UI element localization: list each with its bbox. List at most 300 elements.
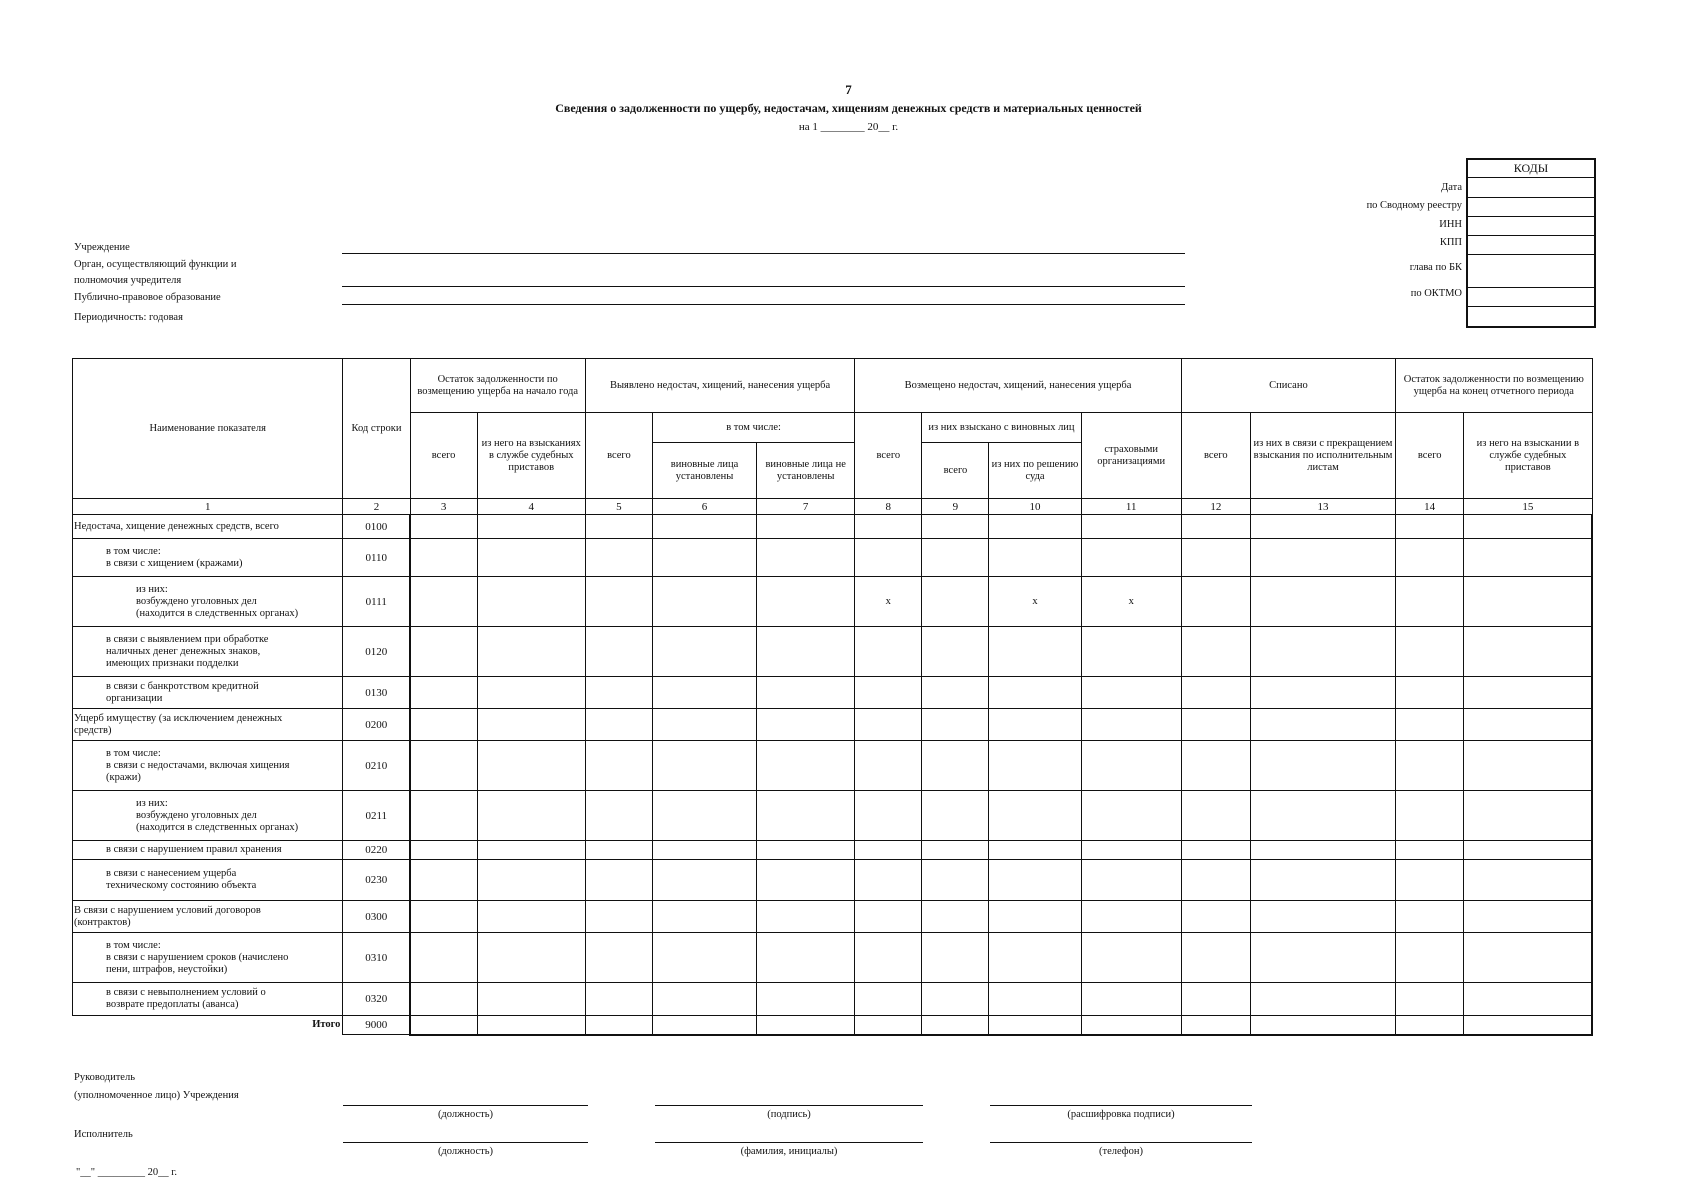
row-code: 0211 <box>343 791 410 841</box>
data-cell-col-7[interactable] <box>757 901 855 933</box>
col-number: 7 <box>757 499 855 515</box>
data-cell-col-4[interactable] <box>477 741 585 791</box>
data-cell-col-5[interactable] <box>585 577 652 627</box>
data-cell-col-10[interactable] <box>989 741 1081 791</box>
data-cell-col-4[interactable] <box>477 677 585 709</box>
data-cell-col-3[interactable] <box>410 741 477 791</box>
data-cell-col-14[interactable] <box>1396 741 1464 791</box>
data-cell-col-13[interactable] <box>1250 577 1395 627</box>
executor-name-line[interactable] <box>655 1142 923 1143</box>
head-position-line[interactable] <box>343 1105 588 1106</box>
head-signature-line[interactable] <box>655 1105 923 1106</box>
data-cell-col-5[interactable] <box>585 515 652 539</box>
data-cell-col-9[interactable] <box>922 709 989 741</box>
data-cell-col-14[interactable] <box>1396 677 1464 709</box>
data-cell-col-6[interactable] <box>652 791 756 841</box>
code-inn-cell[interactable] <box>1468 217 1594 236</box>
data-cell-col-3[interactable] <box>410 791 477 841</box>
data-cell-col-11[interactable] <box>1081 539 1181 577</box>
caption-position: (должность) <box>437 1109 494 1120</box>
data-cell-col-15[interactable] <box>1464 791 1592 841</box>
data-cell-col-6[interactable] <box>652 741 756 791</box>
data-cell-col-4[interactable] <box>477 983 585 1016</box>
row-code: 0220 <box>343 841 410 860</box>
col-number: 3 <box>410 499 477 515</box>
data-cell-col-12[interactable] <box>1181 901 1250 933</box>
table-row <box>73 841 1593 860</box>
data-cell-col-11[interactable] <box>1081 933 1181 983</box>
caption-phone: (телефон) <box>1099 1146 1143 1157</box>
data-cell-col-12[interactable] <box>1181 841 1250 860</box>
data-cell-col-10[interactable] <box>989 841 1081 860</box>
data-cell-col-7[interactable] <box>757 539 855 577</box>
row-code: 0110 <box>343 539 410 577</box>
data-cell-col-8[interactable] <box>855 841 922 860</box>
col-number: 5 <box>585 499 652 515</box>
data-cell-col-12[interactable] <box>1181 515 1250 539</box>
data-cell-col-15[interactable] <box>1464 841 1592 860</box>
header-end-balance: Остаток задолженности по возмещению ущерба на конец отчетного периода <box>1396 359 1592 413</box>
data-cell-col-10[interactable]: x <box>989 577 1081 627</box>
data-cell-col-3[interactable] <box>410 841 477 860</box>
code-registry-cell[interactable] <box>1468 198 1594 217</box>
row-name <box>73 841 343 860</box>
data-cell-col-4[interactable] <box>477 709 585 741</box>
data-cell-col-14[interactable] <box>1396 515 1464 539</box>
caption-fio: (фамилия, инициалы) <box>740 1146 838 1157</box>
code-bk-cell[interactable] <box>1468 255 1594 288</box>
data-cell-col-3[interactable] <box>410 577 477 627</box>
table-row <box>73 627 1593 677</box>
row-name <box>73 983 343 1016</box>
founder-field-line[interactable] <box>342 286 1185 287</box>
data-cell-col-9[interactable] <box>922 841 989 860</box>
data-cell-col-5[interactable] <box>585 860 652 901</box>
data-cell-col-3[interactable] <box>410 677 477 709</box>
data-cell-col-11[interactable] <box>1081 901 1181 933</box>
row-code: 0130 <box>343 677 410 709</box>
header-code: Код строки <box>343 359 410 499</box>
col-number: 14 <box>1396 499 1464 515</box>
data-cell-col-7[interactable] <box>757 791 855 841</box>
data-cell-col-8[interactable] <box>855 933 922 983</box>
header-guilty-unknown: виновные лица не установлены <box>757 443 855 499</box>
data-cell-col-14[interactable] <box>1396 983 1464 1016</box>
code-date-cell[interactable] <box>1468 178 1594 198</box>
data-cell-col-4[interactable] <box>477 627 585 677</box>
code-label-oktmo: по ОКТМО <box>1410 288 1462 299</box>
data-cell-col-12[interactable] <box>1181 983 1250 1016</box>
caption-position-2: (должность) <box>437 1146 494 1157</box>
table-row <box>73 983 1593 1016</box>
col-number: 13 <box>1250 499 1395 515</box>
data-cell-col-6[interactable] <box>652 577 756 627</box>
data-cell-col-12[interactable] <box>1181 860 1250 901</box>
data-cell-col-15[interactable] <box>1464 860 1592 901</box>
data-cell-col-7[interactable] <box>757 983 855 1016</box>
data-cell-col-6[interactable] <box>652 860 756 901</box>
row-code: 0300 <box>343 901 410 933</box>
data-cell-col-11[interactable] <box>1081 791 1181 841</box>
data-cell-col-15[interactable] <box>1464 539 1592 577</box>
data-cell-col-8[interactable] <box>855 539 922 577</box>
data-cell-col-5[interactable] <box>585 901 652 933</box>
data-cell-col-3[interactable] <box>410 515 477 539</box>
data-cell-col-9[interactable] <box>922 860 989 901</box>
data-cell-col-10[interactable] <box>989 860 1081 901</box>
data-cell-col-13[interactable] <box>1250 841 1395 860</box>
table-row <box>73 709 1593 741</box>
row-code: 0100 <box>343 515 410 539</box>
data-cell-col-13[interactable] <box>1250 983 1395 1016</box>
data-cell-col-7[interactable] <box>757 860 855 901</box>
data-cell-col-11[interactable] <box>1081 515 1181 539</box>
data-cell-col-4[interactable] <box>477 860 585 901</box>
row-name <box>73 901 343 933</box>
data-cell-col-7[interactable] <box>757 741 855 791</box>
col-number: 6 <box>652 499 756 515</box>
institution-field-line[interactable] <box>342 253 1185 254</box>
header-by-court: из них по решению суда <box>989 443 1081 499</box>
data-cell-col-13[interactable] <box>1250 901 1395 933</box>
data-cell-col-4[interactable] <box>477 791 585 841</box>
data-cell-col-7[interactable] <box>757 577 855 627</box>
total-cell-col-11[interactable] <box>1081 1016 1181 1035</box>
row-name <box>73 515 343 539</box>
row-name-line: в том числе: <box>106 939 161 951</box>
data-cell-col-4[interactable] <box>477 515 585 539</box>
data-cell-col-15[interactable] <box>1464 709 1592 741</box>
data-cell-col-9[interactable] <box>922 933 989 983</box>
data-cell-col-13[interactable] <box>1250 677 1395 709</box>
form-title: Сведения о задолженности по ущербу, недостачам, хищениям денежных средств и материальных ценностей <box>555 101 1142 115</box>
data-cell-col-12[interactable] <box>1181 741 1250 791</box>
row-name-line: (кражи) <box>106 771 141 783</box>
row-name-line: возврате предоплаты (аванса) <box>106 999 239 1010</box>
data-cell-col-7[interactable] <box>757 515 855 539</box>
data-cell-col-11[interactable] <box>1081 841 1181 860</box>
row-name <box>73 709 343 741</box>
data-cell-col-10[interactable] <box>989 539 1081 577</box>
page-number: 7 <box>845 82 852 97</box>
row-code: 0210 <box>343 741 410 791</box>
row-code: 0230 <box>343 860 410 901</box>
data-cell-col-12[interactable] <box>1181 627 1250 677</box>
row-name-line: возбуждено уголовных дел <box>136 809 257 821</box>
header-start-bailiff: из него на взысканиях в службе судебных приставов <box>477 413 585 499</box>
col-number: 4 <box>477 499 585 515</box>
data-cell-col-12[interactable] <box>1181 677 1250 709</box>
data-cell-col-6[interactable] <box>652 539 756 577</box>
row-name-line: в связи с нарушением правил хранения <box>106 844 282 855</box>
data-cell-col-12[interactable] <box>1181 577 1250 627</box>
data-cell-col-10[interactable] <box>989 627 1081 677</box>
data-cell-col-10[interactable] <box>989 933 1081 983</box>
data-cell-col-15[interactable] <box>1464 741 1592 791</box>
header-reimb-total: всего <box>855 413 922 499</box>
total-cell-col-15[interactable] <box>1464 1016 1592 1035</box>
code-label-registry: по Сводному реестру <box>1366 200 1462 211</box>
data-cell-col-9[interactable] <box>922 791 989 841</box>
total-code: 9000 <box>343 1016 410 1035</box>
total-cell-col-14[interactable] <box>1396 1016 1464 1035</box>
header-guilty-known: виновные лица установлены <box>652 443 756 499</box>
header-written-total: всего <box>1181 413 1250 499</box>
row-name-line: в том числе: <box>106 747 161 759</box>
table-row <box>73 933 1593 983</box>
col-number: 15 <box>1464 499 1592 515</box>
codes-block <box>1466 158 1596 328</box>
row-name-line: (находится в следственных органах) <box>136 607 299 619</box>
data-cell-col-14[interactable] <box>1396 627 1464 677</box>
data-cell-col-11[interactable] <box>1081 741 1181 791</box>
data-cell-col-12[interactable] <box>1181 791 1250 841</box>
header-end-total: всего <box>1396 413 1464 499</box>
data-cell-col-13[interactable] <box>1250 860 1395 901</box>
row-name-line: в связи с невыполнением условий о <box>106 987 266 998</box>
executor-phone-line[interactable] <box>990 1142 1252 1143</box>
data-cell-col-6[interactable] <box>652 627 756 677</box>
data-cell-col-10[interactable] <box>989 709 1081 741</box>
total-cell-col-13[interactable] <box>1250 1016 1395 1035</box>
data-cell-col-11[interactable]: x <box>1081 577 1181 627</box>
row-name-line: в том числе: <box>106 545 161 557</box>
col-number: 12 <box>1181 499 1250 515</box>
row-name-line: техническому состоянию объекта <box>106 880 257 891</box>
data-cell-col-13[interactable] <box>1250 791 1395 841</box>
header-name: Наименование показателя <box>73 359 343 499</box>
data-cell-col-3[interactable] <box>410 539 477 577</box>
row-code: 0200 <box>343 709 410 741</box>
data-cell-col-14[interactable] <box>1396 841 1464 860</box>
data-cell-col-11[interactable] <box>1081 709 1181 741</box>
data-cell-col-15[interactable] <box>1464 901 1592 933</box>
table-body <box>73 515 1593 1035</box>
data-cell-col-7[interactable] <box>757 677 855 709</box>
data-cell-col-9[interactable] <box>922 677 989 709</box>
row-name-line: Ущерб имуществу (за исключением денежных <box>74 712 283 724</box>
total-cell-col-3[interactable] <box>410 1016 477 1035</box>
row-name-line: возбуждено уголовных дел <box>136 595 257 607</box>
total-cell-col-8[interactable] <box>855 1016 922 1035</box>
data-cell-col-9[interactable] <box>922 901 989 933</box>
data-cell-col-9[interactable] <box>922 539 989 577</box>
row-name <box>73 860 343 901</box>
code-extra-cell[interactable] <box>1468 307 1594 326</box>
data-cell-col-13[interactable] <box>1250 933 1395 983</box>
caption-signature: (подпись) <box>767 1109 811 1120</box>
data-cell-col-15[interactable] <box>1464 933 1592 983</box>
total-cell-col-4[interactable] <box>477 1016 585 1035</box>
head-decoding-line[interactable] <box>990 1105 1252 1106</box>
data-cell-col-15[interactable] <box>1464 677 1592 709</box>
data-cell-col-9[interactable] <box>922 983 989 1016</box>
data-cell-col-13[interactable] <box>1250 539 1395 577</box>
data-cell-col-6[interactable] <box>652 515 756 539</box>
row-name-line: (контрактов) <box>74 916 131 928</box>
data-cell-col-14[interactable] <box>1396 539 1464 577</box>
data-cell-col-10[interactable] <box>989 677 1081 709</box>
row-name-line: Недостача, хищение денежных средств, всего <box>74 520 279 532</box>
data-cell-col-9[interactable] <box>922 627 989 677</box>
row-name-line: имеющих признаки подделки <box>106 657 239 669</box>
data-cell-col-7[interactable] <box>757 933 855 983</box>
report-date-line: на 1 ________ 20__ г. <box>798 121 899 133</box>
data-cell-col-4[interactable] <box>477 841 585 860</box>
code-label-kpp: КПП <box>1439 237 1462 248</box>
data-cell-col-3[interactable] <box>410 709 477 741</box>
data-cell-col-8[interactable] <box>855 677 922 709</box>
data-cell-col-11[interactable] <box>1081 860 1181 901</box>
data-cell-col-4[interactable] <box>477 933 585 983</box>
data-cell-col-13[interactable] <box>1250 709 1395 741</box>
executor-position-line[interactable] <box>343 1142 588 1143</box>
row-name <box>73 791 343 841</box>
total-cell-col-12[interactable] <box>1181 1016 1250 1035</box>
data-cell-col-5[interactable] <box>585 791 652 841</box>
data-cell-col-13[interactable] <box>1250 515 1395 539</box>
data-cell-col-6[interactable] <box>652 841 756 860</box>
header-reimbursed: Возмещено недостач, хищений, нанесения ущерба <box>855 359 1182 413</box>
data-cell-col-11[interactable] <box>1081 627 1181 677</box>
data-cell-col-3[interactable] <box>410 983 477 1016</box>
data-cell-col-8[interactable] <box>855 860 922 901</box>
data-cell-col-9[interactable] <box>922 577 989 627</box>
data-cell-col-7[interactable] <box>757 841 855 860</box>
header-writs: из них в связи с прекращением взыскания по исполнительным листам <box>1250 413 1395 499</box>
data-cell-col-6[interactable] <box>652 933 756 983</box>
total-cell-col-6[interactable] <box>652 1016 756 1035</box>
data-cell-col-10[interactable] <box>989 791 1081 841</box>
data-cell-col-11[interactable] <box>1081 677 1181 709</box>
data-cell-col-12[interactable] <box>1181 709 1250 741</box>
row-name-line: В связи с нарушением условий договоров <box>74 904 261 916</box>
data-cell-col-13[interactable] <box>1250 627 1395 677</box>
data-cell-col-10[interactable] <box>989 983 1081 1016</box>
founder-label-line2: полномочия учредителя <box>74 275 182 286</box>
data-cell-col-14[interactable] <box>1396 860 1464 901</box>
row-name <box>73 933 343 983</box>
column-numbers-row <box>73 499 1593 515</box>
data-cell-col-14[interactable] <box>1396 791 1464 841</box>
data-cell-col-6[interactable] <box>652 983 756 1016</box>
row-code: 0320 <box>343 983 410 1016</box>
debt-table <box>72 358 1593 1036</box>
data-cell-col-5[interactable] <box>585 741 652 791</box>
total-row <box>73 1016 1593 1035</box>
data-cell-col-8[interactable] <box>855 901 922 933</box>
total-cell-col-5[interactable] <box>585 1016 652 1035</box>
code-label-date: Дата <box>1441 182 1462 193</box>
data-cell-col-5[interactable] <box>585 627 652 677</box>
row-name-line: в связи с нарушением сроков (начислено <box>106 951 289 963</box>
data-cell-col-8[interactable] <box>855 741 922 791</box>
col-number: 9 <box>922 499 989 515</box>
data-cell-col-12[interactable] <box>1181 539 1250 577</box>
data-cell-col-7[interactable] <box>757 627 855 677</box>
data-cell-col-8[interactable] <box>855 515 922 539</box>
data-cell-col-8[interactable]: x <box>855 577 922 627</box>
data-cell-col-9[interactable] <box>922 515 989 539</box>
founder-label-line1: Орган, осуществляющий функции и <box>74 259 237 270</box>
data-cell-col-4[interactable] <box>477 577 585 627</box>
head-label-line2: (уполномоченное лицо) Учреждения <box>74 1090 239 1101</box>
row-name <box>73 539 343 577</box>
total-cell-col-7[interactable] <box>757 1016 855 1035</box>
data-cell-col-6[interactable] <box>652 677 756 709</box>
row-code: 0310 <box>343 933 410 983</box>
data-cell-col-3[interactable] <box>410 860 477 901</box>
data-cell-col-14[interactable] <box>1396 933 1464 983</box>
data-cell-col-12[interactable] <box>1181 933 1250 983</box>
data-cell-col-4[interactable] <box>477 539 585 577</box>
row-name-line: (находится в следственных органах) <box>136 821 299 833</box>
data-cell-col-14[interactable] <box>1396 709 1464 741</box>
code-kpp-cell[interactable] <box>1468 236 1594 255</box>
total-cell-col-9[interactable] <box>922 1016 989 1035</box>
data-cell-col-5[interactable] <box>585 983 652 1016</box>
institution-label: Учреждение <box>74 242 130 253</box>
row-name-line: наличных денег денежных знаков, <box>106 645 261 657</box>
data-cell-col-5[interactable] <box>585 933 652 983</box>
data-cell-col-15[interactable] <box>1464 577 1592 627</box>
data-cell-col-5[interactable] <box>585 539 652 577</box>
data-cell-col-14[interactable] <box>1396 577 1464 627</box>
data-cell-col-6[interactable] <box>652 709 756 741</box>
data-cell-col-8[interactable] <box>855 627 922 677</box>
data-cell-col-3[interactable] <box>410 627 477 677</box>
data-cell-col-3[interactable] <box>410 901 477 933</box>
row-name-line: из них: <box>136 797 168 809</box>
total-label: Итого <box>312 1019 341 1031</box>
total-cell-col-10[interactable] <box>989 1016 1081 1035</box>
data-cell-col-11[interactable] <box>1081 983 1181 1016</box>
header-found-incl: в том числе: <box>652 413 854 443</box>
data-cell-col-5[interactable] <box>585 677 652 709</box>
data-cell-col-15[interactable] <box>1464 627 1592 677</box>
data-cell-col-15[interactable] <box>1464 983 1592 1016</box>
data-cell-col-5[interactable] <box>585 709 652 741</box>
public-entity-field-line[interactable] <box>342 304 1185 305</box>
data-cell-col-9[interactable] <box>922 741 989 791</box>
data-cell-col-14[interactable] <box>1396 901 1464 933</box>
code-label-inn: ИНН <box>1439 219 1462 230</box>
data-cell-col-6[interactable] <box>652 901 756 933</box>
data-cell-col-13[interactable] <box>1250 741 1395 791</box>
row-code: 0111 <box>343 577 410 627</box>
data-cell-col-10[interactable] <box>989 901 1081 933</box>
data-cell-col-7[interactable] <box>757 709 855 741</box>
code-oktmo-cell[interactable] <box>1468 288 1594 307</box>
codes-header: КОДЫ <box>1468 160 1594 178</box>
header-insurance: страховыми организациями <box>1081 413 1181 499</box>
table-row <box>73 539 1593 577</box>
data-cell-col-8[interactable] <box>855 983 922 1016</box>
caption-decoding: (расшифровка подписи) <box>1067 1109 1175 1120</box>
col-number: 1 <box>73 499 343 515</box>
row-name-line: в связи с нанесением ущерба <box>106 868 237 879</box>
row-name-line: в связи с хищением (кражами) <box>106 557 243 569</box>
data-cell-col-8[interactable] <box>855 709 922 741</box>
data-cell-col-3[interactable] <box>410 933 477 983</box>
data-cell-col-4[interactable] <box>477 901 585 933</box>
data-cell-col-10[interactable] <box>989 515 1081 539</box>
data-cell-col-5[interactable] <box>585 841 652 860</box>
col-number: 11 <box>1081 499 1181 515</box>
data-cell-col-8[interactable] <box>855 791 922 841</box>
data-cell-col-15[interactable] <box>1464 515 1592 539</box>
signature-date: "__" _________ 20__ г. <box>76 1167 177 1178</box>
